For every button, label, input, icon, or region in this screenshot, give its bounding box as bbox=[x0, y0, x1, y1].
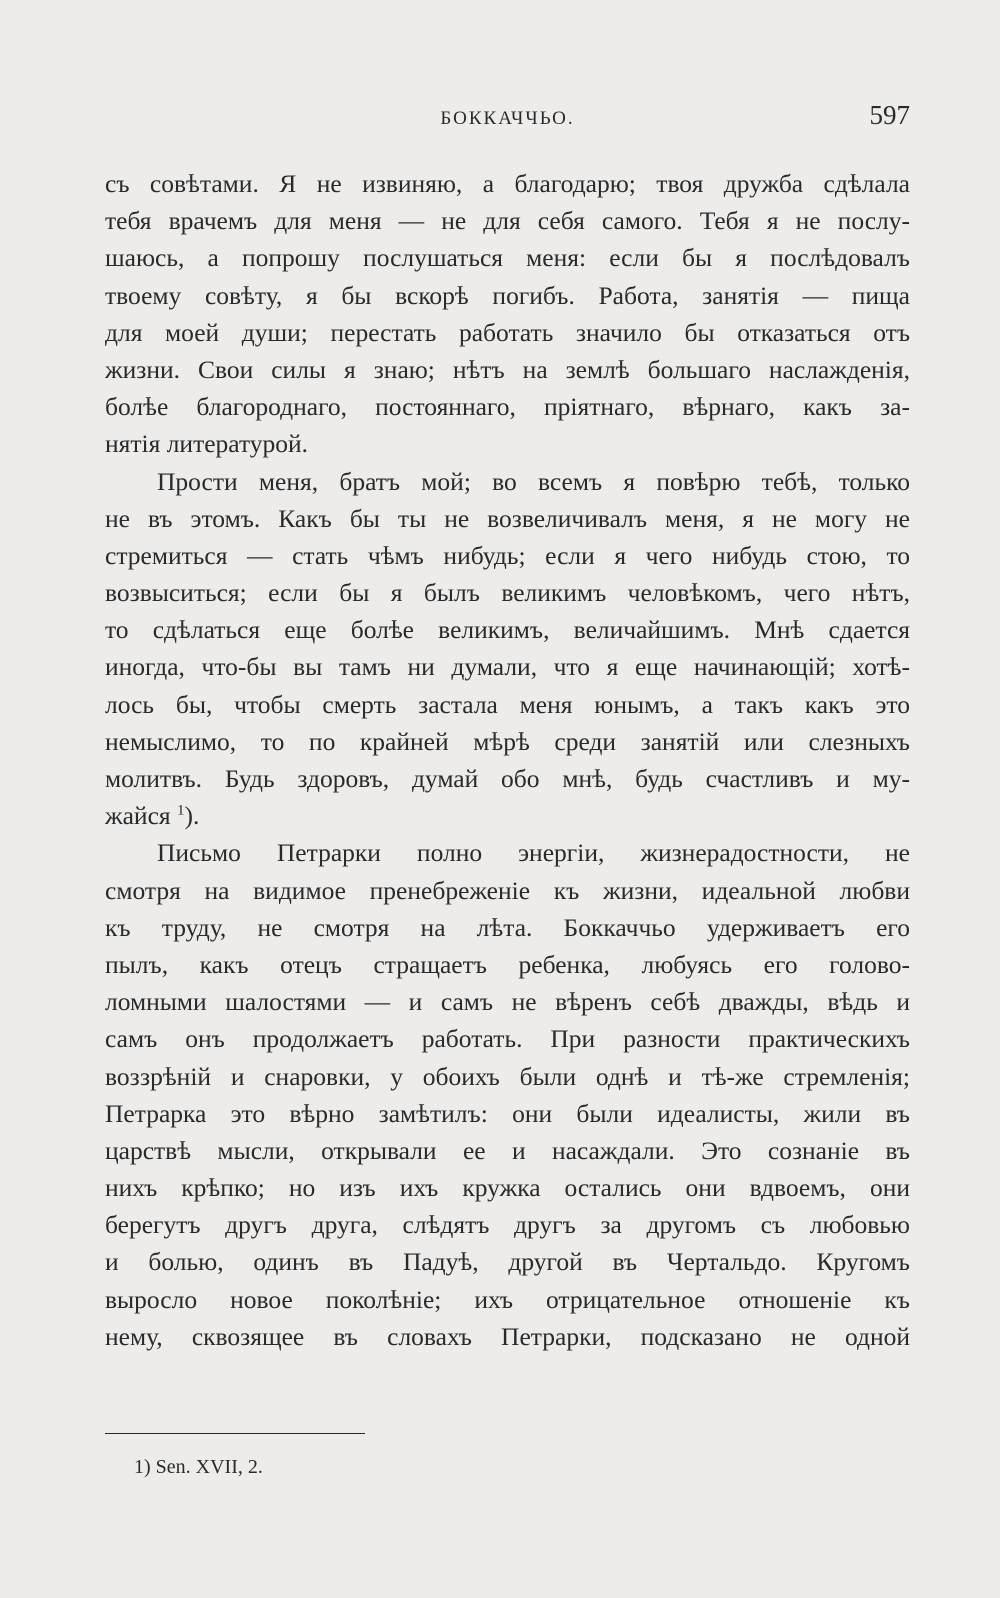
footnote-divider bbox=[105, 1433, 365, 1434]
footnote-marker[interactable]: 1 bbox=[177, 802, 185, 819]
text-line: выросло новое поколѣніе; ихъ отрицательное отношеніе къ bbox=[105, 1284, 910, 1314]
body-text bbox=[105, 165, 910, 1355]
text-line: возвыситься; если бы я былъ великимъ человѣкомъ, чего нѣтъ, bbox=[105, 578, 910, 608]
text-line: тебя врачемъ для меня — не для себя самого. Тебя я не послу- bbox=[105, 206, 910, 236]
text-line: Прости меня, братъ мой; во всемъ я повѣрю тебѣ, только bbox=[157, 466, 910, 496]
text-line: воззрѣній и снаровки, у обоихъ были однѣ и тѣ-же стремленія; bbox=[105, 1061, 910, 1091]
text-line: ломными шалостями — и самъ не вѣренъ себѣ дважды, вѣдь и bbox=[105, 987, 910, 1017]
text-fragment: жайся bbox=[105, 801, 171, 831]
text-line: и болью, одинъ въ Падуѣ, другой въ Чертальдо. Кругомъ bbox=[105, 1247, 910, 1277]
text-line: жизни. Свои силы я знаю; нѣтъ на землѣ большаго наслажденія, bbox=[105, 354, 910, 384]
text-line: нихъ крѣпко; но изъ ихъ кружка остались они вдвоемъ, они bbox=[105, 1173, 910, 1203]
text-line: Петрарка это вѣрно замѣтилъ: они были идеалисты, жили въ bbox=[105, 1098, 910, 1128]
text-fragment: ). bbox=[184, 801, 200, 831]
text-line: къ труду, не смотря на лѣта. Боккаччьо удерживаетъ его bbox=[105, 912, 910, 942]
page-number: 597 bbox=[869, 100, 910, 130]
text-line: шаюсь, а попрошу послушаться меня: если бы я послѣдовалъ bbox=[105, 243, 910, 273]
text-line: пылъ, какъ отецъ стращаетъ ребенка, любуясь его голово- bbox=[105, 949, 910, 979]
text-line: съ совѣтами. Я не извиняю, а благодарю; твоя дружба сдѣлала bbox=[105, 169, 910, 198]
text-line: болѣе благороднаго, постояннаго, пріятнаго, вѣрнаго, какъ за- bbox=[105, 392, 910, 422]
text-line: лось бы, чтобы смерть застала меня юнымъ, а такъ какъ это bbox=[105, 689, 910, 719]
text-line: молитвъ. Будь здоровъ, думай обо мнѣ, будь счастливъ и му- bbox=[105, 764, 910, 793]
page-header bbox=[105, 100, 910, 140]
text-line: Письмо Петрарки полно энергіи, жизнерадостности, не bbox=[157, 838, 910, 868]
text-line: нятія литературой. bbox=[105, 429, 309, 459]
text-line: царствѣ мысли, открывали ее и насаждали. Это сознаніе въ bbox=[105, 1135, 910, 1165]
text-line: стремиться — стать чѣмъ нибудь; если я чего нибудь стою, то bbox=[105, 540, 910, 570]
text-line: твоему совѣту, я бы вскорѣ погибъ. Работа, занятія — пища bbox=[105, 280, 910, 310]
text-line: для моей души; перестать работать значило бы отказаться отъ bbox=[105, 317, 910, 347]
footnote: 1) Sen. XVII, 2. bbox=[134, 1456, 263, 1478]
text-line: иногда, что-бы вы тамъ ни думали, что я еще начинающій; хотѣ- bbox=[105, 652, 910, 682]
text-line: нему, сквозящее въ словахъ Петрарки, подсказано не одной bbox=[105, 1321, 910, 1351]
text-line: то сдѣлаться еще болѣе великимъ, величайшимъ. Мнѣ сдается bbox=[105, 615, 910, 645]
text-line-with-footnote bbox=[105, 797, 910, 834]
text-line: не въ этомъ. Какъ бы ты не возвеличивалъ меня, я не могу не bbox=[105, 503, 910, 533]
text-line: самъ онъ продолжаетъ работать. При разности практическихъ bbox=[105, 1024, 910, 1054]
text-line: берегутъ другъ друга, слѣдятъ другъ за другомъ съ любовью bbox=[105, 1210, 910, 1240]
text-line: немыслимо, то по крайней мѣрѣ среди занятій или слезныхъ bbox=[105, 726, 910, 756]
text-line: смотря на видимое пренебреженіе къ жизни, идеальной любви bbox=[105, 875, 910, 905]
running-title: БОККАЧЧЬО. bbox=[440, 108, 575, 129]
